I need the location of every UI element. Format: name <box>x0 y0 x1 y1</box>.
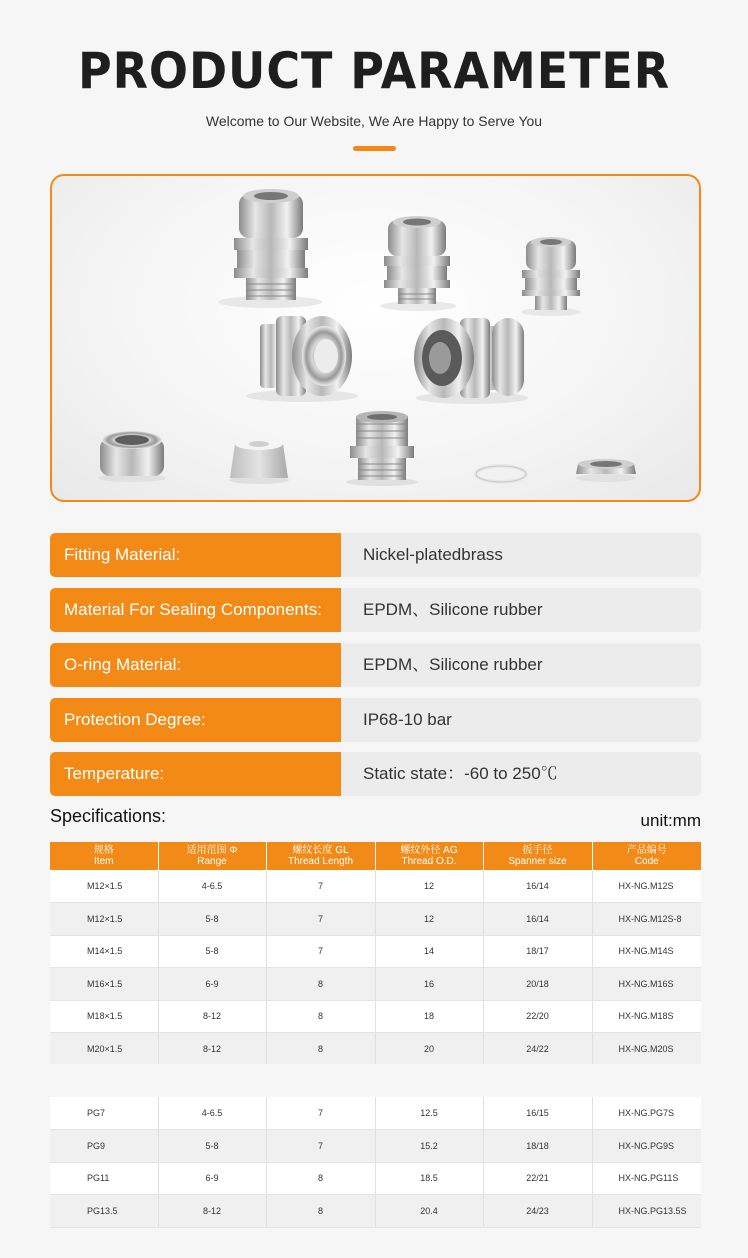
param-row-temperature <box>50 752 701 796</box>
param-row-protection-degree <box>50 698 701 742</box>
table-row <box>50 1162 701 1195</box>
table-cell: 8 <box>266 1162 375 1195</box>
param-label: Material For Sealing Components: <box>50 588 341 632</box>
table-cell: HX-NG.M14S <box>592 935 701 968</box>
table-cell: M12×1.5 <box>50 903 158 936</box>
table-cell: 16/14 <box>483 903 592 936</box>
table-cell: 8 <box>266 968 375 1001</box>
table-spacer <box>50 1064 701 1097</box>
cable-gland-medium <box>380 216 456 311</box>
table-cell: 7 <box>266 870 375 903</box>
table-row <box>50 1033 701 1066</box>
table-cell: 8-12 <box>158 1033 266 1066</box>
table-cell: 22/20 <box>483 1000 592 1033</box>
cable-gland-side-left <box>246 316 358 402</box>
table-row <box>50 935 701 968</box>
table-cell: 8 <box>266 1000 375 1033</box>
table-cell: HX-NG.PG13.5S <box>592 1195 701 1228</box>
table-cell: 8 <box>266 1195 375 1228</box>
table-cell: 16/15 <box>483 1097 592 1130</box>
table-cell: 22/21 <box>483 1162 592 1195</box>
param-label: Temperature: <box>50 752 341 796</box>
unit-label: unit:mm <box>640 811 701 830</box>
table-cell: 12.5 <box>375 1097 483 1130</box>
table-cell: M12×1.5 <box>50 870 158 903</box>
column-header: 螺纹长度 GL Thread Length <box>266 842 375 870</box>
table-row <box>50 870 701 903</box>
param-value: EPDM、Silicone rubber <box>341 643 701 687</box>
table-cell: HX-NG.M18S <box>592 1000 701 1033</box>
param-row-fitting-material <box>50 533 701 577</box>
table-cell: 20.4 <box>375 1195 483 1228</box>
spec-table-metric <box>50 842 701 1066</box>
param-label: Fitting Material: <box>50 533 341 577</box>
table-cell: HX-NG.M16S <box>592 968 701 1001</box>
table-cell: PG11 <box>50 1162 158 1195</box>
table-cell: PG7 <box>50 1097 158 1130</box>
lock-nut <box>576 459 636 482</box>
param-row-sealing-material <box>50 588 701 632</box>
accent-divider <box>353 146 396 151</box>
param-row-oring-material <box>50 643 701 687</box>
page-subtitle: Welcome to Our Website, We Are Happy to Serve You <box>205 113 543 129</box>
table-cell: PG9 <box>50 1130 158 1163</box>
table-cell: 15.2 <box>375 1130 483 1163</box>
table-row <box>50 903 701 936</box>
table-cell: 7 <box>266 903 375 936</box>
product-photo-illustration <box>52 176 701 502</box>
table-row <box>50 1195 701 1228</box>
table-cell: 16/14 <box>483 870 592 903</box>
table-cell: 18.5 <box>375 1162 483 1195</box>
table-cell: 16 <box>375 968 483 1001</box>
table-cell: M20×1.5 <box>50 1033 158 1066</box>
table-cell: 24/22 <box>483 1033 592 1066</box>
table-cell: 24/23 <box>483 1195 592 1228</box>
table-cell: HX-NG.M20S <box>592 1033 701 1066</box>
table-cell: 18 <box>375 1000 483 1033</box>
column-header: 适用范围 Φ Range <box>158 842 266 870</box>
table-cell: 8 <box>266 1033 375 1066</box>
table-cell: 18/18 <box>483 1130 592 1163</box>
table-cell: HX-NG.M12S <box>592 870 701 903</box>
page-title: PRODUCT PARAMETER <box>77 42 671 100</box>
table-cell: 8-12 <box>158 1000 266 1033</box>
param-value: IP68-10 bar <box>341 698 701 742</box>
specifications-title: Specifications: <box>50 806 167 826</box>
table-cell: 5-8 <box>158 1130 266 1163</box>
table-cell: HX-NG.PG7S <box>592 1097 701 1130</box>
column-header: 产品编号 Code <box>592 842 701 870</box>
table-row <box>50 1000 701 1033</box>
table-cell: 5-8 <box>158 903 266 936</box>
table-cell: HX-NG.PG9S <box>592 1130 701 1163</box>
table-cell: 4-6.5 <box>158 870 266 903</box>
rubber-seal <box>229 438 289 484</box>
table-cell: 18/17 <box>483 935 592 968</box>
table-cell: 20/18 <box>483 968 592 1001</box>
param-value: Static state：-60 to 250℃ <box>341 752 701 796</box>
table-cell: 7 <box>266 935 375 968</box>
cable-gland-small <box>521 237 581 316</box>
table-row <box>50 968 701 1001</box>
table-row <box>50 1130 701 1163</box>
param-label: O-ring Material: <box>50 643 341 687</box>
column-header: 扳手径 Spanner size <box>483 842 592 870</box>
product-photo <box>50 174 701 502</box>
table-cell: 5-8 <box>158 935 266 968</box>
threaded-body <box>346 411 418 486</box>
o-ring <box>476 466 526 482</box>
table-cell: M16×1.5 <box>50 968 158 1001</box>
column-header: 规格 Item <box>50 842 158 870</box>
table-cell: 4-6.5 <box>158 1097 266 1130</box>
cable-gland-large <box>218 189 322 308</box>
table-row <box>50 1097 701 1130</box>
cable-gland-side-right <box>414 318 528 404</box>
table-cell: M18×1.5 <box>50 1000 158 1033</box>
spec-table-pg <box>50 1097 701 1228</box>
table-cell: 6-9 <box>158 1162 266 1195</box>
table-cell: 8-12 <box>158 1195 266 1228</box>
table-cell: 20 <box>375 1033 483 1066</box>
table-header-row <box>50 842 701 870</box>
table-cell: 12 <box>375 903 483 936</box>
table-cell: HX-NG.PG11S <box>592 1162 701 1195</box>
table-cell: 6-9 <box>158 968 266 1001</box>
table-cell: 12 <box>375 870 483 903</box>
table-cell: 14 <box>375 935 483 968</box>
table-cell: PG13.5 <box>50 1195 158 1228</box>
param-value: EPDM、Silicone rubber <box>341 588 701 632</box>
dome-cap-nut <box>98 431 166 482</box>
param-label: Protection Degree: <box>50 698 341 742</box>
column-header: 螺纹外径 AG Thread O.D. <box>375 842 483 870</box>
param-value: Nickel-platedbrass <box>341 533 701 577</box>
table-cell: 7 <box>266 1130 375 1163</box>
table-cell: 7 <box>266 1097 375 1130</box>
table-cell: M14×1.5 <box>50 935 158 968</box>
table-cell: HX-NG.M12S-8 <box>592 903 701 936</box>
